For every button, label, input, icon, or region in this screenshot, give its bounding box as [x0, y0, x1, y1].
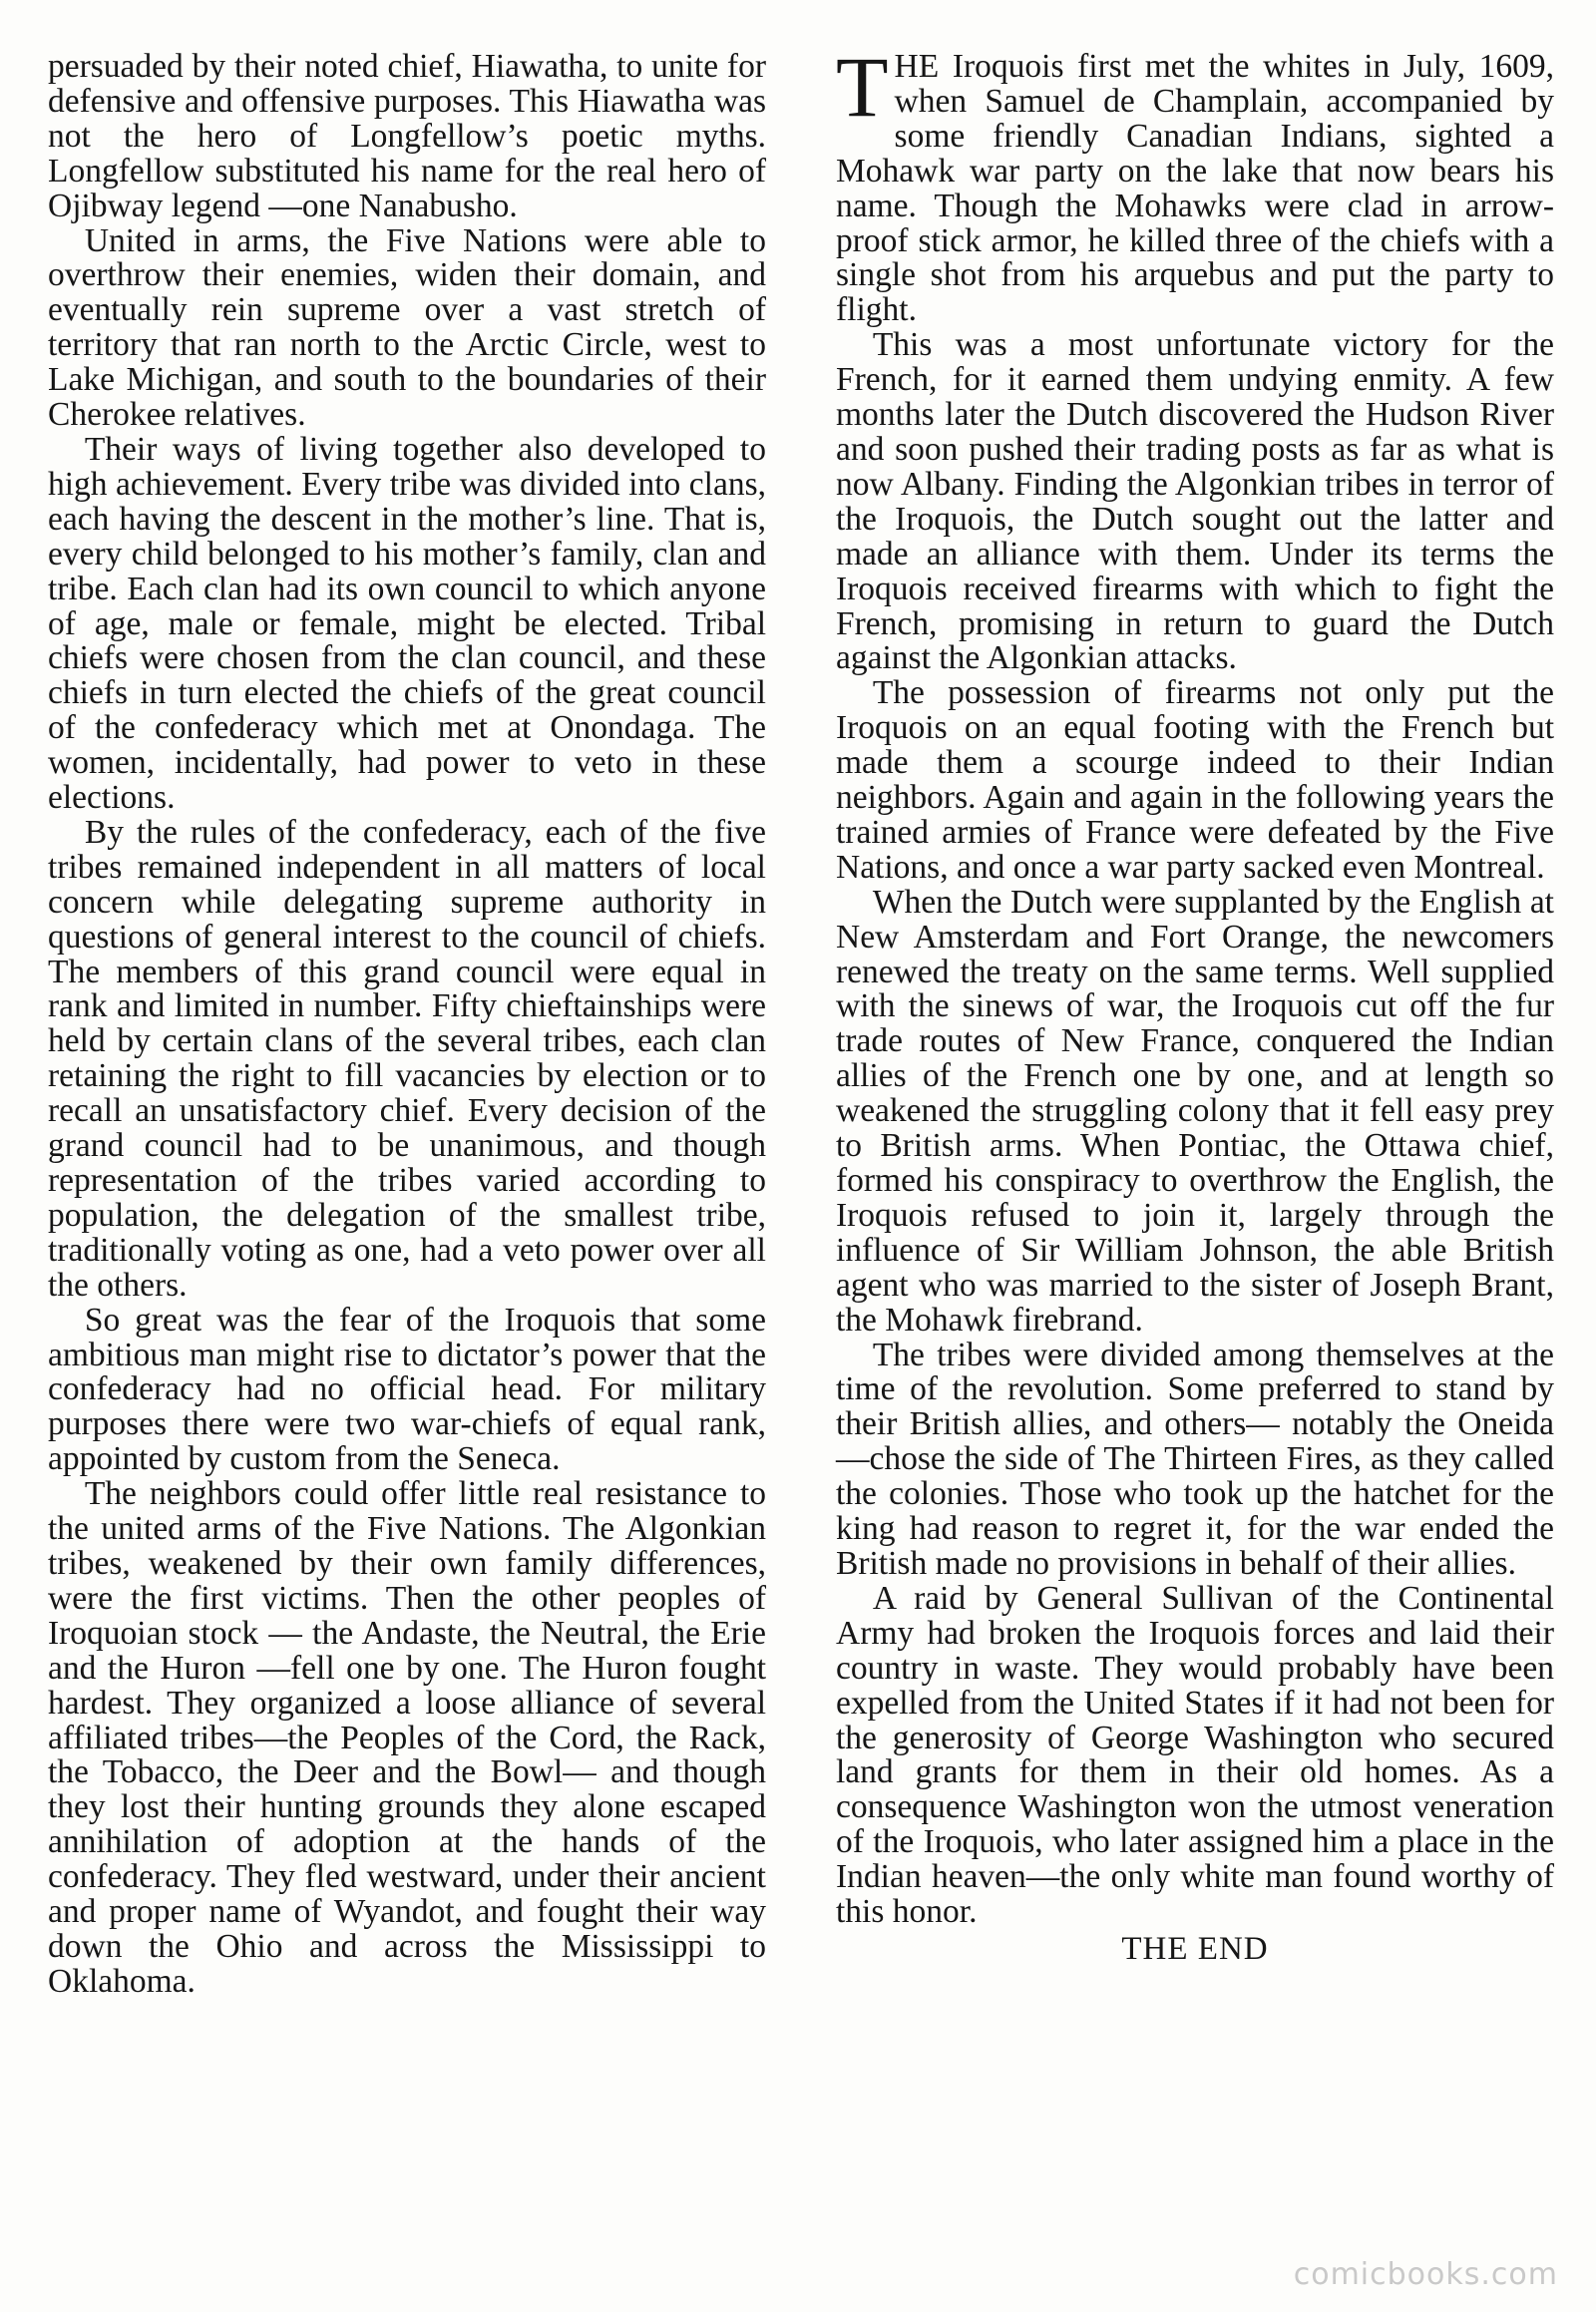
right-column — [836, 39, 1554, 1967]
paragraph: The tribes were divided among themselves at the time of the revolution. Some preferred to stand by their British allies, and others— notably the Oneida—chose the side of The Thirteen Fires, as they called the colonies. Those who took up the hatchet for the king had reason to regret it, for the war ended the British made no provisions in behalf of their allies. — [836, 1336, 1554, 1582]
paragraph: The neighbors could offer little real resistance to the united arms of the Five Nations. The Algonkian tribes, weakened by their own family differences, were the first victims. Then the other peoples of Iroquoian stock — the Andaste, the Neutral, the Erie and the Huron —fell one by one. The Huron fought hardest. They organized a loose alliance of several affiliated tribes—the Peoples of the Cord, the Rack, the Tobacco, the Deer and the Bowl— and though they lost their hunting grounds they alone escaped annihilation of adoption at the hands of the confederacy. They fled westward, under their ancient and proper name of Wyandot, and fought their way down the Ohio and across the Mississippi to Oklahoma. — [48, 1475, 766, 2000]
paragraph: The possession of firearms not only put the Iroquois on an equal footing with the French but made them a scourge indeed to their Indian neighbors. Again and again in the following years the trained armies of France were defeated by the Five Nations, and once a war party sacked even Montreal. — [836, 674, 1554, 886]
paragraph: When the Dutch were supplanted by the English at New Amsterdam and Fort Orange, the newcomers renewed the treaty on the same terms. Well supplied with the sinews of war, the Iroquois cut off the fur trade routes of New France, conquered the Indian allies of the French one by one, and at length so weakened the struggling colony that it fell easy prey to British arms. When Pontiac, the Ottawa chief, formed his conspiracy to overthrow the English, the Iroquois refused to join it, largely through the influence of Sir William Johnson, the able British agent who was married to the sister of Joseph Brant, the Mohawk firebrand. — [836, 883, 1554, 1339]
paragraph: A raid by General Sullivan of the Continental Army had broken the Iroquois forces and laid their country in waste. They would probably have been expelled from the United States if it had not been for the generosity of George Washington who secured land grants for them in their old homes. As a consequence Washington won the utmost veneration of the Iroquois, who later assigned him a place in the Indian heaven—the only white man found worthy of this honor. — [836, 1579, 1554, 1931]
left-column — [48, 50, 766, 2000]
lead-paragraph — [836, 39, 1554, 329]
paragraph: Their ways of living together also developed to high achievement. Every tribe was divided into clans, each having the descent in the mother’s line. That is, every child belonged to his mother’s family, clan and tribe. Each clan had its own council to which anyone of age, male or female, might be elected. Tribal chiefs were chosen from the clan council, and these chiefs in turn elected the chiefs of the great council of the confederacy which met at Onondaga. The women, incidentally, had power to veto in these elections. — [48, 430, 766, 817]
the-end-label: THE END — [1121, 1930, 1269, 1967]
paragraph: This was a most unfortunate victory for the French, for it earned them undying enmity. A few months later the Dutch discovered the Hudson River and soon pushed their trading posts as far as what is now Albany. Finding the Algonkian tribes in terror of the Iroquois, the Dutch sought out the latter and made an alliance with them. Under its terms the Iroquois received firearms with which to fight the French, promising in return to guard the Dutch against the Algonkian attacks. — [836, 326, 1554, 677]
paragraph: United in arms, the Five Nations were able to overthrow their enemies, widen their domain, and eventually rein supreme over a vast stretch of territory that ran north to the Arctic Circle, west to Lake Michigan, and south to the boundaries of their Cherokee relatives. — [48, 221, 766, 434]
watermark: comicbooks.com — [1293, 2257, 1558, 2292]
lead-text: HE Iroquois first met the whites in July, 1609, when Samuel de Champlain, accompanied by some friendly Canadian Indians, sighted a Mohawk war party on the lake that now bears his name. Though the Mohawks were clad in arrow-proof stick armor, he killed three of the chiefs with a single shot from his arquebus and put the party to flight. — [836, 48, 1554, 329]
paragraph: persuaded by their noted chief, Hiawatha, to unite for defensive and offensive purposes. This Hiawatha was not the hero of Longfellow’s poetic myths. Longfellow substituted his name for the real hero of Ojibway legend —one Nanabusho. — [48, 48, 766, 224]
paragraph: By the rules of the confederacy, each of the five tribes remained independent in all matters of local concern while delegating supreme authority in questions of general interest to the council of chiefs. The members of this grand council were equal in rank and limited in number. Fifty chieftainships were held by certain clans of the several tribes, each clan retaining the right to fill vacancies by election or to recall an unsatisfactory chief. Every decision of the grand council had to be unanimous, and though representation of the tribes varied according to population, the delegation of the smallest tribe, traditionally voting as one, had a veto power over all the others. — [48, 813, 766, 1304]
paragraph: So great was the fear of the Iroquois that some ambitious man might rise to dictator’s power that the confederacy had no official head. For military purposes there were two war-chiefs of equal rank, appointed by custom from the Seneca. — [48, 1301, 766, 1478]
drop-cap: T — [836, 39, 889, 135]
